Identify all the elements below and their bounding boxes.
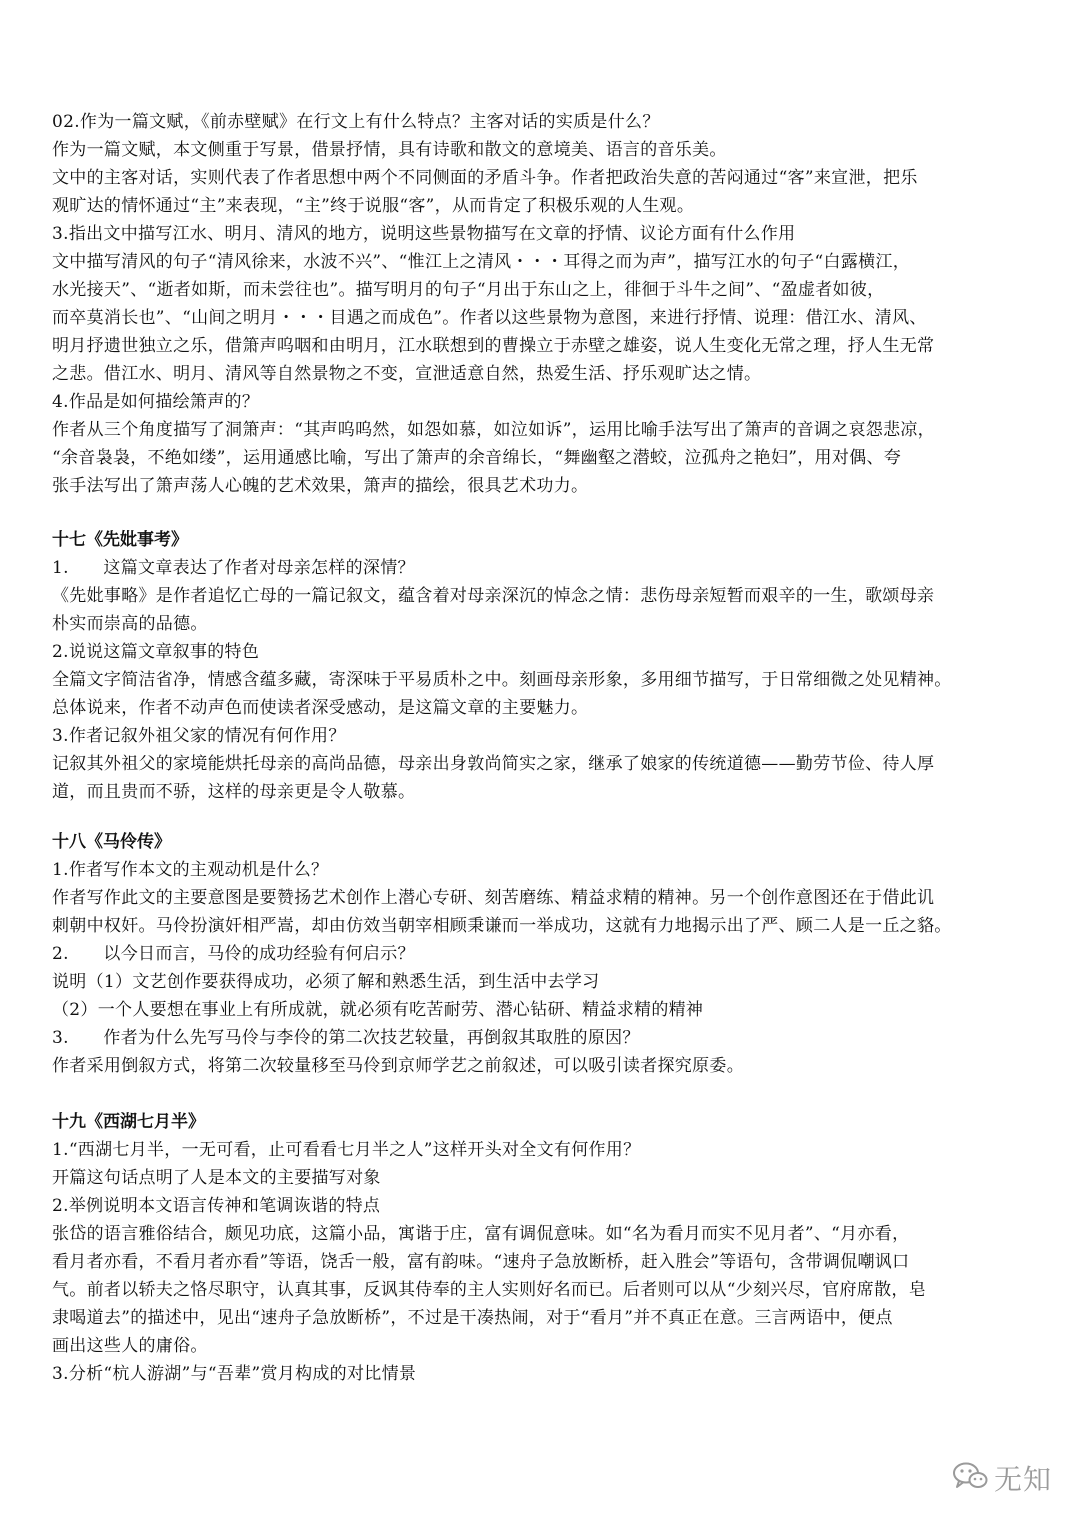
text-line: 2.说说这篇文章叙事的特色 <box>52 642 260 662</box>
text-line: 作者写作此文的主要意图是要赞扬艺术创作上潜心专研、刻苦磨练、精益求精的精神。另一个创作意图还在于借此讥 <box>52 888 935 908</box>
text-line: 3.作者记叙外祖父家的情况有何作用？ <box>52 726 346 746</box>
text-line: 张手法写出了箫声荡人心魄的艺术效果，箫声的描绘，很具艺术功力。 <box>52 476 589 496</box>
text-line: 张岱的语言雅俗结合，颇见功底，这篇小品，寓谐于庄，富有调侃意味。如“名为看月而实不见月者”、“月亦看， <box>52 1224 910 1244</box>
text-line: 2.举例说明本文语言传神和笔调诙谐的特点 <box>52 1196 381 1216</box>
text-line: 作者从三个角度描写了洞箫声：“其声呜呜然，如怨如慕，如泣如诉”，运用比喻手法写出了箫声的音调之哀怨悲凉， <box>52 420 935 440</box>
text-line: 画出这些人的庸俗。 <box>52 1336 208 1356</box>
text-line: 朴实而崇高的品德。 <box>52 614 208 634</box>
text-line: 2. 以今日而言，马伶的成功经验有何启示？ <box>52 944 415 964</box>
text-line: 记叙其外祖父的家境能烘托母亲的高尚品德，母亲出身敦尚简实之家，继承了娘家的传统道德——勤劳节俭、待人厚 <box>52 754 935 774</box>
text-line: 看月者亦看，不看月者亦看”等语，饶舌一般，富有韵味。“速舟子急放断桥，赶入胜会”等语句，含带调侃嘲讽口 <box>52 1252 910 1272</box>
text-line: 道，而且贵而不骄，这样的母亲更是令人敬慕。 <box>52 782 416 802</box>
document-body <box>52 108 1042 1388</box>
text-line: 1.“西湖七月半，一无可看，止可看看七月半之人”这样开头对全文有何作用？ <box>52 1140 641 1160</box>
text-line: “余音袅袅，不绝如缕”，运用通感比喻，写出了箫声的余音绵长，“舞幽壑之潜蛟，泣孤舟之艳妇”，用对偶、夸 <box>52 448 902 468</box>
text-line: 02.作为一篇文赋，《前赤壁赋》在行文上有什么特点？主客对话的实质是什么？ <box>52 112 660 132</box>
watermark-text: 无知 <box>994 1463 1053 1496</box>
text-line: 文中描写清风的句子“清风徐来，水波不兴”、“惟江上之清风・・・耳得之而为声”，描写江水的句子“白露横江， <box>52 252 911 272</box>
text-line: 1.作者写作本文的主观动机是什么？ <box>52 860 329 880</box>
text-line: 3.指出文中描写江水、明月、清风的地方，说明这些景物描写在文章的抒情、议论方面有什么作用 <box>52 224 796 244</box>
text-line: 4.作品是如何描绘箫声的？ <box>52 392 260 412</box>
text-line: 文中的主客对话，实则代表了作者思想中两个不同侧面的矛盾斗争。作者把政治失意的苦闷通过“客”来宣泄，把乐 <box>52 168 918 188</box>
section-heading: 十九《西湖七月半》 <box>52 1112 205 1132</box>
text-line: 明月抒遗世独立之乐，借箫声呜咽和由明月，江水联想到的曹操立于赤壁之雄姿，说人生变化无常之理，抒人生无常 <box>52 336 935 356</box>
section-gap <box>52 1080 1042 1108</box>
text-line: 总体说来，作者不动声色而使读者深受感动，是这篇文章的主要魅力。 <box>52 698 589 718</box>
text-line: 说明（1）文艺创作要获得成功，必须了解和熟悉生活，到生活中去学习 <box>52 972 600 992</box>
text-line: 水光接天”、“逝者如斯，而未尝往也”。描写明月的句子“月出于东山之上，徘徊于斗牛之间”、“盈虚者如彼， <box>52 280 885 300</box>
text-line: 观旷达的情怀通过“主”来表现，“主”终于说服“客”，从而肯定了积极乐观的人生观。 <box>52 196 695 216</box>
text-line: 之悲。借江水、明月、清风等自然景物之不变，宣泄适意自然，热爱生活、抒乐观旷达之情。 <box>52 364 762 384</box>
text-line: 刺朝中权奸。马伶扮演奸相严嵩，却由仿效当朝宰相顾秉谦而一举成功，这就有力地揭示出了严、顾二人是一丘之貉。 <box>52 916 952 936</box>
text-line: 《先妣事略》是作者追忆亡母的一篇记叙文，蕴含着对母亲深沉的悼念之情：悲伤母亲短暂而艰辛的一生，歌颂母亲 <box>52 586 935 606</box>
text-line: （2）一个人要想在事业上有所成就，就必须有吃苦耐劳、潜心钻研、精益求精的精神 <box>52 1000 704 1020</box>
text-line: 气。前者以轿夫之恪尽职守，认真其事，反讽其侍奉的主人实则好名而已。后者则可以从“少刻兴尽，官府席散，皂 <box>52 1280 926 1300</box>
section-heading: 十七《先妣事考》 <box>52 530 188 550</box>
text-line: 隶喝道去”的描述中，见出“速舟子急放断桥”，不过是干凑热闹，对于“看月”并不真正在意。三言两语中，便点 <box>52 1308 893 1328</box>
text-line: 而卒莫消长也”、“山间之明月・・・目遇之而成色”。作者以这些景物为意图，来进行抒情、说理：借江水、清风、 <box>52 308 927 328</box>
section-gap <box>52 500 1042 526</box>
watermark <box>952 1458 1052 1498</box>
text-line: 3. 作者为什么先写马伶与李伶的第二次技艺较量，再倒叙其取胜的原因？ <box>52 1028 640 1048</box>
section-heading: 十八《马伶传》 <box>52 832 171 852</box>
text-line: 开篇这句话点明了人是本文的主要描写对象 <box>52 1168 381 1188</box>
text-line: 作者采用倒叙方式，将第二次较量移至马伶到京师学艺之前叙述，可以吸引读者探究原委。 <box>52 1056 744 1076</box>
text-line: 全篇文字简洁省净，情感含蕴多藏，寄深味于平易质朴之中。刻画母亲形象，多用细节描写，于日常细微之处见精神。 <box>52 670 952 690</box>
text-line: 1. 这篇文章表达了作者对母亲怎样的深情？ <box>52 558 415 578</box>
wechat-icon <box>952 1461 988 1495</box>
text-line: 作为一篇文赋，本文侧重于写景，借景抒情，具有诗歌和散文的意境美、语言的音乐美。 <box>52 140 727 160</box>
section-gap <box>52 806 1042 828</box>
text-line: 3.分析“杭人游湖”与“吾辈”赏月构成的对比情景 <box>52 1364 417 1384</box>
